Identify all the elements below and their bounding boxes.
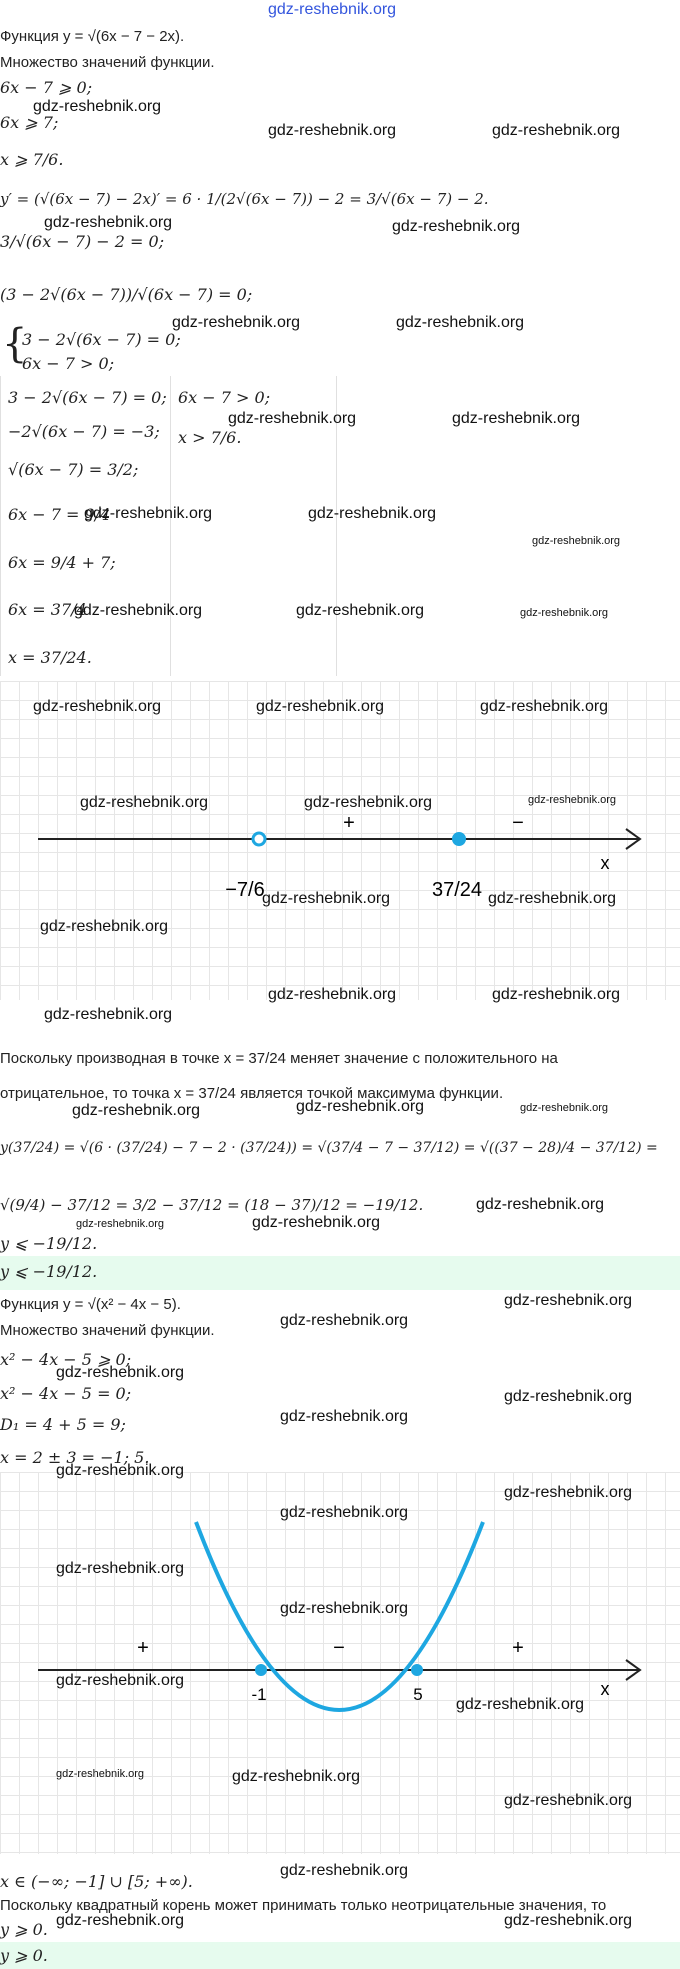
watermark: gdz-reshebnik.org: [520, 1102, 609, 1114]
watermark: gdz-reshebnik.org: [232, 1768, 361, 1785]
condition-3: x ⩾ 7/6.: [0, 150, 64, 169]
watermark: gdz-reshebnik.org: [532, 535, 621, 547]
watermark: gdz-reshebnik.org: [492, 122, 621, 139]
sign-plus-left: +: [137, 1637, 149, 1659]
condition-2-2: x² − 4x − 5 = 0;: [0, 1384, 132, 1403]
watermark: gdz-reshebnik.org: [504, 1792, 633, 1809]
answer-highlight: [0, 1256, 680, 1290]
left-col-row: 6x − 7 = 9/4: [8, 505, 111, 524]
condition-1: 6x − 7 ⩾ 0;: [0, 78, 93, 97]
watermark: gdz-reshebnik.org: [56, 1462, 185, 1479]
watermark: gdz-reshebnik.org: [476, 1196, 605, 1213]
result-line: y ⩽ −19/12.: [0, 1234, 98, 1253]
watermark: gdz-reshebnik.org: [262, 890, 391, 907]
watermark: gdz-reshebnik.org: [256, 698, 385, 715]
root-point-2: [411, 1664, 423, 1676]
axis-label-x: x: [600, 853, 610, 873]
watermark: gdz-reshebnik.org: [44, 1006, 173, 1023]
watermark: gdz-reshebnik.org: [396, 314, 525, 331]
watermark: gdz-reshebnik.org: [56, 1768, 145, 1780]
watermark: gdz-reshebnik.org: [296, 602, 425, 619]
domain-heading: Множество значений функции.: [0, 54, 215, 71]
watermark: gdz-reshebnik.org: [280, 1408, 409, 1425]
watermark: gdz-reshebnik.org: [80, 794, 209, 811]
point-label-2: 37/24: [431, 879, 483, 901]
explanation-line-2: отрицательное, то точка x = 37/24 является точкой максимума функции.: [0, 1085, 504, 1102]
condition-2: 6x ⩾ 7;: [0, 113, 59, 132]
answer-text-2: y ⩾ 0.: [0, 1946, 48, 1965]
watermark: gdz-reshebnik.org: [56, 1672, 185, 1689]
sign-plus-right: +: [512, 1637, 524, 1659]
watermark: gdz-reshebnik.org: [56, 1560, 185, 1577]
point-label-1: −7/6: [225, 879, 265, 901]
watermark: gdz-reshebnik.org: [84, 505, 213, 522]
watermark: gdz-reshebnik.org: [33, 698, 162, 715]
watermark: gdz-reshebnik.org: [268, 122, 397, 139]
table-border-left: [0, 376, 1, 676]
explanation-3: Поскольку квадратный корень может принимать только неотрицательные значения, то: [0, 1897, 607, 1914]
right-col-row: 6x − 7 > 0;: [178, 388, 271, 407]
left-col-row: 6x = 37/4: [8, 600, 87, 619]
left-col-row: 6x = 9/4 + 7;: [8, 553, 116, 572]
sign-minus: −: [512, 812, 524, 834]
watermark: gdz-reshebnik.org: [304, 794, 433, 811]
system-line-2: 6x − 7 > 0;: [22, 354, 115, 373]
result-line-2: y ⩾ 0.: [0, 1920, 48, 1939]
watermark: gdz-reshebnik.org: [56, 1364, 185, 1381]
watermark: gdz-reshebnik.org: [56, 1912, 185, 1929]
watermark: gdz-reshebnik.org: [480, 698, 609, 715]
left-col-row: x = 37/24.: [8, 648, 92, 667]
watermark: gdz-reshebnik.org: [280, 1312, 409, 1329]
watermark: gdz-reshebnik.org: [74, 602, 203, 619]
equation-2: (3 − 2√(6x − 7))/√(6x − 7) = 0;: [0, 285, 253, 304]
calculation-line-2: √(9/4) − 37/12 = 3/2 − 37/12 = (18 − 37)/12 = −19/12.: [0, 1196, 424, 1214]
watermark: gdz-reshebnik.org: [488, 890, 617, 907]
interval-result: x ∈ (−∞; −1] ∪ [5; +∞).: [0, 1872, 193, 1891]
axis-label-x: x: [600, 1679, 610, 1699]
watermark: gdz-reshebnik.org: [33, 98, 162, 115]
watermark: gdz-reshebnik.org: [504, 1484, 633, 1501]
watermark: gdz-reshebnik.org: [44, 214, 173, 231]
watermark: gdz-reshebnik.org: [504, 1292, 633, 1309]
watermark: gdz-reshebnik.org: [452, 410, 581, 427]
right-col-row: x > 7/6.: [178, 428, 242, 447]
sign-plus: +: [343, 812, 355, 834]
watermark: gdz-reshebnik.org: [392, 218, 521, 235]
left-col-row: −2√(6x − 7) = −3;: [8, 422, 160, 441]
function-statement: Функция y = √(6x − 7 − 2x).: [0, 28, 185, 45]
system-brace: {: [2, 321, 28, 367]
site-title[interactable]: gdz-reshebnik.org: [268, 1, 397, 18]
watermark: gdz-reshebnik.org: [520, 607, 609, 619]
open-point: [253, 833, 265, 845]
function-statement-2: Функция y = √(x² − 4x − 5).: [0, 1296, 181, 1313]
domain-heading-2: Множество значений функции.: [0, 1322, 215, 1339]
explanation-line-1: Поскольку производная в точке x = 37/24 меняет значение с положительного на: [0, 1050, 558, 1067]
watermark: gdz-reshebnik.org: [308, 505, 437, 522]
condition-2-1: x² − 4x − 5 ⩾ 0;: [0, 1350, 132, 1369]
watermark: gdz-reshebnik.org: [504, 1388, 633, 1405]
derivative-formula: y′ = (√(6x − 7) − 2x)′ = 6 · 1/(2√(6x − 7)) − 2 = 3/√(6x − 7) − 2.: [0, 190, 489, 208]
watermark: gdz-reshebnik.org: [280, 1600, 409, 1617]
closed-point: [453, 833, 465, 845]
root-label-1: -1: [251, 1685, 267, 1704]
watermark: gdz-reshebnik.org: [280, 1504, 409, 1521]
left-col-row: √(6x − 7) = 3/2;: [8, 460, 139, 479]
equation-1: 3/√(6x − 7) − 2 = 0;: [0, 232, 165, 251]
watermark: gdz-reshebnik.org: [456, 1696, 585, 1713]
watermark: gdz-reshebnik.org: [280, 1862, 409, 1879]
answer-highlight-2: [0, 1942, 680, 1969]
watermark: gdz-reshebnik.org: [528, 794, 617, 806]
watermark: gdz-reshebnik.org: [296, 1098, 425, 1115]
watermark: gdz-reshebnik.org: [40, 918, 169, 935]
condition-2-3: D₁ = 4 + 5 = 9;: [0, 1415, 126, 1434]
number-line-1: [0, 681, 680, 1000]
condition-2-4: x = 2 ± 3 = −1; 5.: [0, 1448, 150, 1467]
sign-minus-mid: −: [333, 1637, 345, 1659]
calculation-line-1: y(37/24) = √(6 · (37/24) − 7 − 2 · (37/24)) = √(37/4 − 7 − 37/12) = √((37 − 28)/4 − 37/12) =: [0, 1140, 658, 1156]
watermark: gdz-reshebnik.org: [228, 410, 357, 427]
watermark: gdz-reshebnik.org: [268, 986, 397, 1003]
system-line-1: 3 − 2√(6x − 7) = 0;: [22, 330, 181, 349]
watermark: gdz-reshebnik.org: [504, 1912, 633, 1929]
root-point-1: [255, 1664, 267, 1676]
root-label-2: 5: [413, 1685, 423, 1704]
answer-text: y ⩽ −19/12.: [0, 1262, 98, 1281]
watermark: gdz-reshebnik.org: [76, 1218, 165, 1230]
left-col-row: 3 − 2√(6x − 7) = 0;: [8, 388, 167, 407]
watermark: gdz-reshebnik.org: [252, 1214, 381, 1231]
watermark: gdz-reshebnik.org: [172, 314, 301, 331]
table-divider: [170, 376, 171, 676]
watermark: gdz-reshebnik.org: [492, 986, 621, 1003]
watermark: gdz-reshebnik.org: [72, 1102, 201, 1119]
